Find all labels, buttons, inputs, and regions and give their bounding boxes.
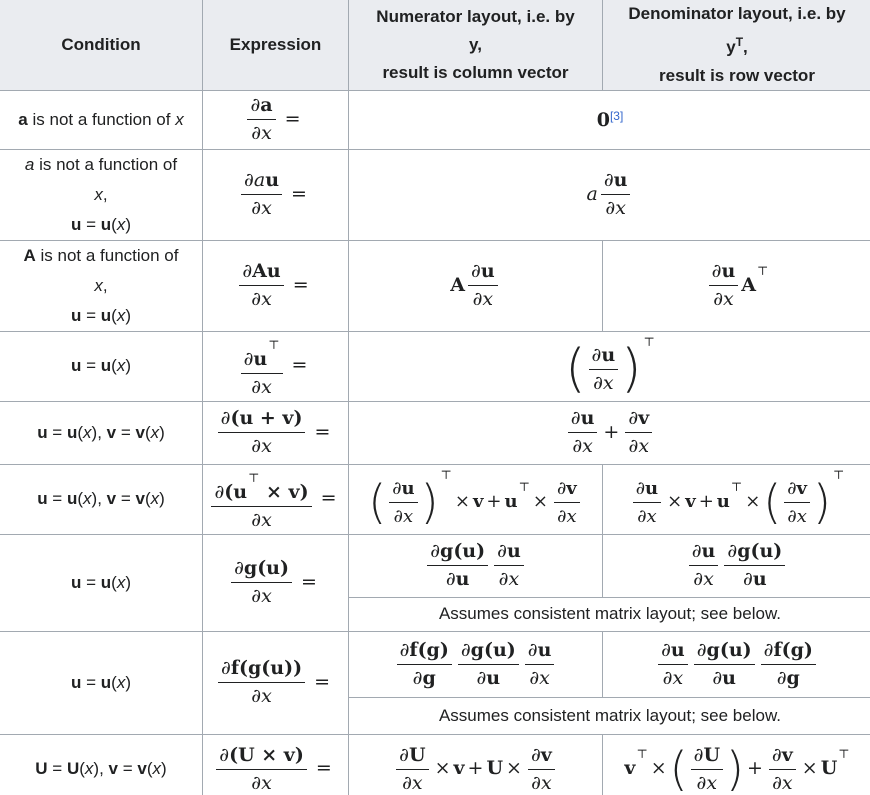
table-row — [0, 149, 870, 240]
numerator-result-cell: ( $\frac{\partial u}{\partial x}$ ) ⊤× v + u⊤× $\frac{\partial v}{\partial x}$ — [349, 464, 603, 534]
expression-cell: $\frac{\partial(u + v)}{\partial x}$ = — [203, 401, 349, 464]
table-row — [0, 401, 870, 464]
header-condition: Condition — [0, 0, 203, 90]
table-row — [0, 90, 870, 149]
expression-cell: $\frac{\partial a}{\partial x}$ = — [203, 90, 349, 149]
expression-cell: $\frac{\partial u^⊤}{\partial x}$ = — [203, 331, 349, 401]
table-row — [0, 534, 870, 597]
denominator-result-cell: $\frac{\partial u}{\partial x}$ $\frac{\partial g(u)}{\partial u}$ $\frac{\partial f(g)}{\partial g}$ — [603, 631, 870, 697]
denominator-result-cell: $\frac{\partial u}{\partial x}$ $\frac{\partial g(u)}{\partial u}$ — [603, 534, 870, 597]
expression-cell: $\frac{\partial(U \times v)}{\partial x}$ = — [203, 734, 349, 795]
table-row — [0, 734, 870, 795]
header-row — [0, 0, 870, 90]
denominator-result-cell: $\frac{\partial u}{\partial x}$ A⊤ — [603, 240, 870, 331]
header-denominator-line1: Denominator layout, i.e. by — [628, 4, 846, 23]
layout-note: Assumes consistent matrix layout; see below. — [349, 697, 870, 734]
denominator-result-cell: $\frac{\partial u}{\partial x}$ × v + u⊤×( $\frac{\partial v}{\partial x}$ ) ⊤ — [603, 464, 870, 534]
numerator-result-cell: $\frac{\partial g(u)}{\partial u}$ $\frac{\partial u}{\partial x}$ — [349, 534, 603, 597]
header-denominator-line3: result is row vector — [659, 65, 815, 85]
condition-cell: u = u(x) — [0, 331, 203, 401]
result-cell: 0[3] — [349, 90, 870, 149]
expression-cell: $\frac{\partial g(u)}{\partial x}$ = — [203, 534, 349, 631]
reference-link[interactable]: [3] — [609, 108, 624, 123]
expression-cell: $\frac{\partial f(g(u))}{\partial x}$ = — [203, 631, 349, 734]
expression-cell: $\frac{\partial au}{\partial x}$ = — [203, 149, 349, 240]
header-denominator-layout — [603, 0, 870, 90]
condition-cell: U = U(x), v = v(x) — [0, 734, 203, 795]
numerator-result-cell: A $\frac{\partial u}{\partial x}$ — [349, 240, 603, 331]
result-cell: a $\frac{\partial u}{\partial x}$ — [349, 149, 870, 240]
header-numerator-layout — [349, 0, 603, 90]
condition-cell: a is not a function of x, u = u(x) — [0, 149, 203, 240]
condition-cell: A is not a function of x, u = u(x) — [0, 240, 203, 331]
table-row — [0, 240, 870, 331]
table-row — [0, 464, 870, 534]
result-cell: $\frac{\partial u}{\partial x}$ + $\frac{\partial v}{\partial x}$ — [349, 401, 870, 464]
expression-cell: $\frac{\partial(u^⊤ \times v)}{\partial x}$ = — [203, 464, 349, 534]
header-expression: Expression — [203, 0, 349, 90]
header-numerator-line3: result is column vector — [382, 62, 569, 82]
condition-cell: u = u(x), v = v(x) — [0, 464, 203, 534]
numerator-result-cell: $\frac{\partial f(g)}{\partial g}$ $\frac{\partial g(u)}{\partial u}$ $\frac{\partial u}{\partial x}$ — [349, 631, 603, 697]
header-numerator-line2: y, — [469, 34, 482, 54]
condition-cell: a is not a function of x — [0, 90, 203, 149]
condition-cell: u = u(x) — [0, 534, 203, 631]
table-row — [0, 331, 870, 401]
numerator-result-cell: $\frac{\partial U}{\partial x}$ × v + U × $\frac{\partial v}{\partial x}$ — [349, 734, 603, 795]
expression-cell: $\frac{\partial Au}{\partial x}$ = — [203, 240, 349, 331]
denominator-result-cell: v⊤×( $\frac{\partial U}{\partial x}$ ) + $\frac{\partial v}{\partial x}$ × U⊤ — [603, 734, 870, 795]
layout-note: Assumes consistent matrix layout; see below. — [349, 597, 870, 631]
header-numerator-line1: Numerator layout, i.e. by — [376, 6, 575, 26]
header-denominator-line2: $y^T$, — [726, 35, 748, 57]
condition-cell: u = u(x), v = v(x) — [0, 401, 203, 464]
condition-cell: u = u(x) — [0, 631, 203, 734]
table-row — [0, 631, 870, 697]
result-cell: ( $\frac{\partial u}{\partial x}$ ) ⊤ — [349, 331, 870, 401]
